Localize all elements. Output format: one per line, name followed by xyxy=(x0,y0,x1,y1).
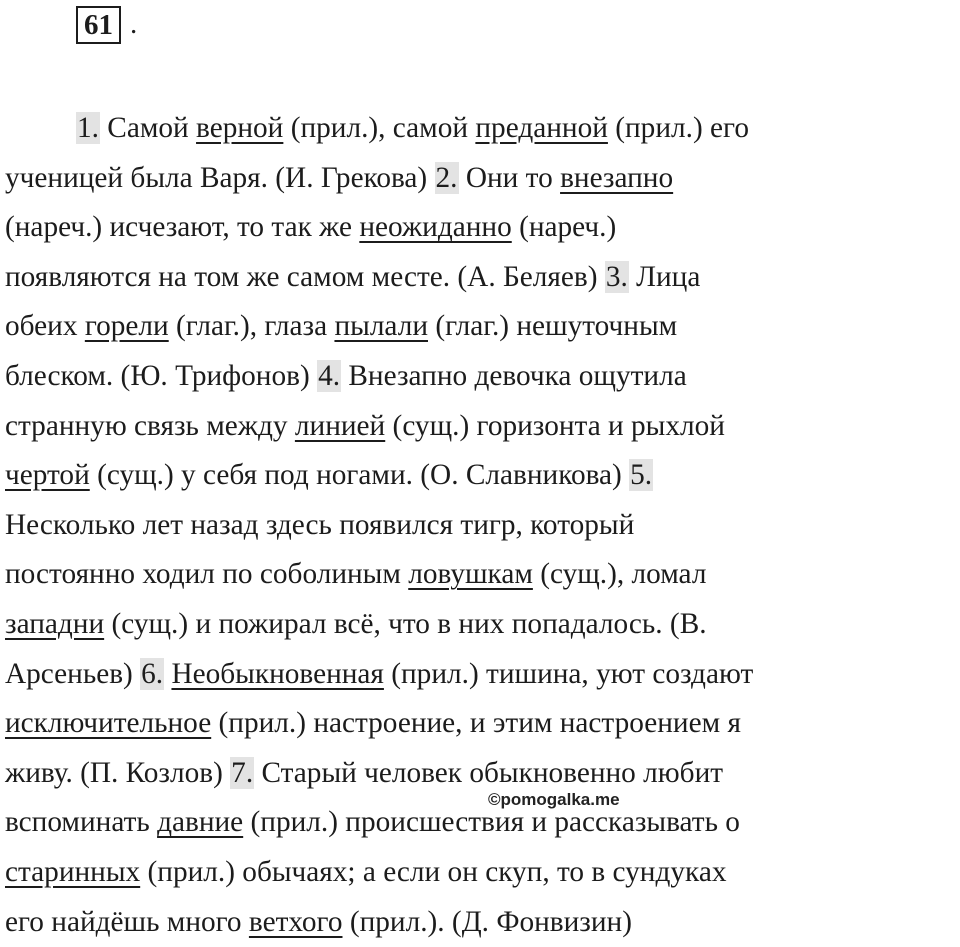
text-line xyxy=(5,402,960,452)
text-line xyxy=(5,650,960,700)
text-line xyxy=(5,699,960,749)
text-line xyxy=(5,203,960,253)
text-line xyxy=(5,253,960,303)
underlined-word: верной xyxy=(196,112,283,144)
underlined-word: исключительное xyxy=(5,707,211,739)
underlined-word: неожиданно xyxy=(359,211,511,243)
underlined-word: внезапно xyxy=(560,162,673,194)
underlined-word: западни xyxy=(5,608,104,640)
text-fragment: обеих xyxy=(5,310,85,342)
text-fragment: (прил.) происшествия и рассказывать о xyxy=(243,806,740,838)
text-fragment: живу. (П. Козлов) xyxy=(5,757,230,789)
text-fragment: Старый человек обыкновенно любит xyxy=(254,757,723,789)
sentence-number: 2. xyxy=(435,162,459,194)
sentence-number: 4. xyxy=(317,360,341,392)
text-fragment: (прил.). (Д. Фонвизин) xyxy=(343,906,633,938)
text-line xyxy=(5,154,960,204)
watermark: ©pomogalka.me xyxy=(488,790,620,810)
text-fragment: Они то xyxy=(459,162,561,194)
underlined-word: Необыкновенная xyxy=(171,658,383,690)
underlined-word: пылали xyxy=(334,310,428,342)
underlined-word: линией xyxy=(295,410,385,442)
exercise-text xyxy=(5,104,960,947)
text-line xyxy=(5,798,960,848)
text-line xyxy=(5,848,960,898)
underlined-word: ветхого xyxy=(249,906,343,938)
text-fragment: (прил.) настроение, и этим настроением я xyxy=(211,707,741,739)
exercise-number-dot: . xyxy=(130,6,137,42)
text-fragment: появляются на том же самом месте. (А. Беляев) xyxy=(5,261,605,293)
text-fragment: (сущ.) и пожирал всё, что в них попадалось. (В. xyxy=(104,608,706,640)
text-fragment: (прил.) его xyxy=(608,112,749,144)
text-line xyxy=(5,749,960,799)
text-fragment: (сущ.) у себя под ногами. (О. Славникова) xyxy=(90,459,629,491)
underlined-word: старинных xyxy=(5,856,140,888)
text-fragment: Арсеньев) xyxy=(5,658,140,690)
text-fragment: вспоминать xyxy=(5,806,157,838)
text-fragment: ученицей была Варя. (И. Грекова) xyxy=(5,162,435,194)
exercise-number: 61 xyxy=(76,6,121,44)
text-fragment: (прил.), самой xyxy=(283,112,475,144)
text-fragment: (сущ.), ломал xyxy=(533,558,707,590)
underlined-word: горели xyxy=(85,310,169,342)
text-fragment: странную связь между xyxy=(5,410,295,442)
text-line xyxy=(5,352,960,402)
text-fragment: Самой xyxy=(100,112,196,144)
text-fragment: (глаг.) нешуточным xyxy=(428,310,677,342)
text-fragment: (нареч.) xyxy=(512,211,617,243)
text-line xyxy=(5,451,960,501)
text-fragment: (глаг.), глаза xyxy=(169,310,335,342)
text-fragment: (нареч.) исчезают, то так же xyxy=(5,211,359,243)
underlined-word: ловушкам xyxy=(408,558,533,590)
text-fragment: (сущ.) горизонта и рыхлой xyxy=(385,410,725,442)
text-fragment: постоянно ходил по соболиным xyxy=(5,558,408,590)
text-fragment: Внезапно девочка ощутила xyxy=(341,360,687,392)
text-fragment: (прил.) обычаях; а если он скуп, то в сундуках xyxy=(140,856,726,888)
text-fragment: блеском. (Ю. Трифонов) xyxy=(5,360,317,392)
text-line xyxy=(5,550,960,600)
underlined-word: давние xyxy=(157,806,243,838)
text-fragment: (прил.) тишина, уют создают xyxy=(384,658,753,690)
sentence-number: 1. xyxy=(76,112,100,144)
text-line xyxy=(5,104,960,154)
underlined-word: преданной xyxy=(475,112,608,144)
text-line xyxy=(5,501,960,551)
sentence-number: 3. xyxy=(605,261,629,293)
text-fragment: Лица xyxy=(629,261,701,293)
text-fragment: его найдёшь много xyxy=(5,906,249,938)
text-line xyxy=(5,600,960,650)
text-fragment: Несколько лет назад здесь появился тигр, который xyxy=(5,509,634,541)
text-line xyxy=(5,302,960,352)
sentence-number: 7. xyxy=(230,757,254,789)
sentence-number: 6. xyxy=(140,658,164,690)
sentence-number: 5. xyxy=(629,459,653,491)
underlined-word: чертой xyxy=(5,459,90,491)
